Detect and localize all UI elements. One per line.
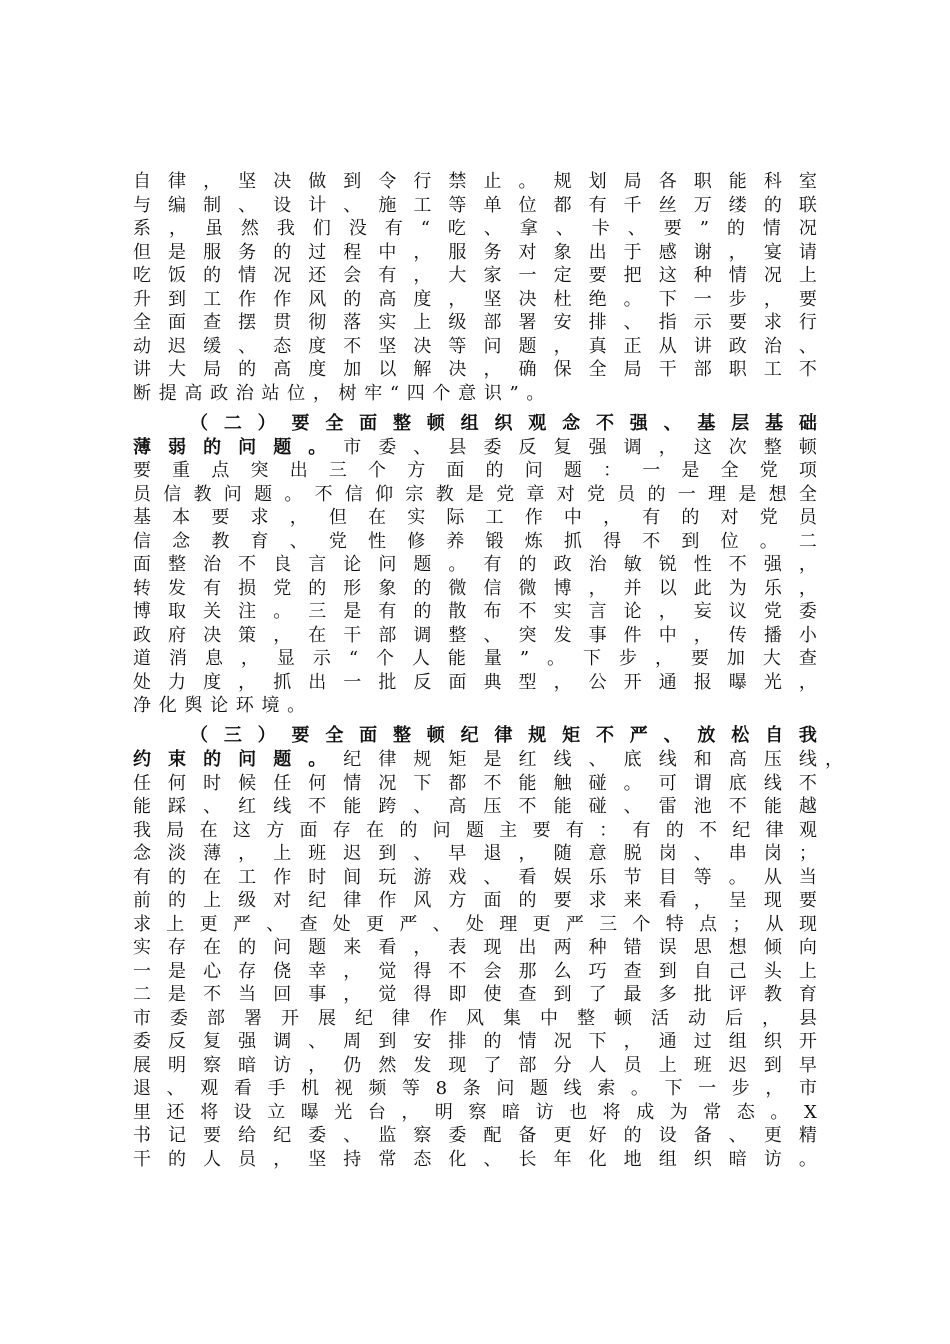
body-text-line: 转 发 有 损 党 的 形 象 的 微 信 微 博 ， 并 以 此 为 乐 ， — [133, 577, 817, 599]
body-text-line: 吃 饭 的 情 况 还 会 有 ， 大 家 一 定 要 把 这 种 情 况 上 — [133, 265, 817, 286]
body-text-line: 员 信 教 问 题 。 不 信 仰 宗 教 是 党 章 对 党 员 的 一 理 是 想 全 — [133, 483, 817, 505]
body-text-line: 市 委 部 署 开 展 纪 律 作 风 集 中 整 顿 活 动 后 ， 县 — [133, 1007, 817, 1029]
body-text-line: 信 念 教 育 、 党 性 修 养 锻 炼 抓 得 不 到 位 。 二 — [133, 530, 817, 552]
body-text-line: 与 编 制 、 设 计 、 施 工 等 单 位 都 有 千 丝 万 缕 的 联 — [133, 194, 817, 216]
heading-continuation-line: 薄 弱 的 问 题 。 市 委 、 县 委 反 复 强 调 ， 这 次 整 顿 — [133, 436, 817, 458]
body-text-line: 面 整 治 不 良 言 论 问 题 。 有 的 政 治 敏 锐 性 不 强 ， — [133, 554, 817, 575]
body-text-line: 书 记 要 给 纪 委 、 监 察 委 配 备 更 好 的 设 备 、 更 精 — [133, 1125, 817, 1146]
section-heading: （ 二 ） 要 全 面 整 顿 组 织 观 念 不 强 、 基 层 基 础 — [190, 413, 817, 434]
body-text-line: 前 的 上 级 对 纪 律 作 风 方 面 的 要 求 来 看 ， 呈 现 要 — [133, 890, 817, 911]
section-heading: （ 三 ） 要 全 面 整 顿 纪 律 规 矩 不 严 、 放 松 自 我 — [190, 725, 817, 746]
body-text-line: 任 何 时 候 任 何 情 况 下 都 不 能 触 碰 。 可 谓 底 线 不 — [133, 772, 817, 794]
body-text-line: 政 府 决 策 ， 在 干 部 调 整 、 突 发 事 件 中 ， 传 播 小 — [133, 624, 817, 646]
body-text-line: 道 消 息 ， 显 示 “ 个 人 能 量 ” 。 下 步 ， 要 加 大 查 — [133, 648, 817, 669]
body-text-line: 断 提 高 政 治 站 位 ， 树 牢 “ 四 个 意 识 ” 。 — [133, 382, 545, 404]
body-text-line: 基 本 要 求 ， 但 在 实 际 工 作 中 ， 有 的 对 党 员 — [133, 507, 817, 528]
body-text-line: 要 重 点 突 出 三 个 方 面 的 问 题 ： 一 是 全 党 项 — [133, 460, 817, 481]
body-text-line: 一 是 心 存 侥 幸 ， 觉 得 不 会 那 么 巧 查 到 自 己 头 上 — [133, 960, 817, 982]
body-text-line: 全 面 查 摆 贯 彻 落 实 上 级 部 署 安 排 、 指 示 要 求 行 — [133, 312, 817, 333]
body-text-line: 我 局 在 这 方 面 存 在 的 问 题 主 要 有 ： 有 的 不 纪 律 观 — [133, 819, 817, 841]
body-text-line: 展 明 察 暗 访 ， 仍 然 发 现 了 部 分 人 员 上 班 迟 到 早 — [133, 1054, 817, 1076]
body-text-line: 能 踩 、 红 线 不 能 跨 、 高 压 不 能 碰 、 雷 池 不 能 越 — [133, 796, 817, 817]
body-text-line: 二 是 不 当 回 事 ， 觉 得 即 使 查 到 了 最 多 批 评 教 育 — [133, 984, 817, 1005]
body-text-line: 升 到 工 作 作 风 的 高 度 ， 坚 决 杜 绝 。 下 一 步 ， 要 — [133, 288, 817, 310]
body-text-line: 委 反 复 强 调 、 周 到 安 排 的 情 况 下 ， 通 过 组 织 开 — [133, 1031, 817, 1052]
body-text-line: 但 是 服 务 的 过 程 中 ， 服 务 对 象 出 于 感 谢 ， 宴 请 — [133, 241, 817, 263]
body-text-line: 求 上 更 严 、 查 处 更 严 、 处 理 更 严 三 个 特 点 ； 从 现 — [133, 913, 817, 935]
body-text-line: 有 的 在 工 作 时 间 玩 游 戏 、 看 娱 乐 节 目 等 。 从 当 — [133, 866, 817, 888]
body-text-line: 念 淡 薄 ， 上 班 迟 到 、 早 退 ， 随 意 脱 岗 、 串 岗 ； — [133, 843, 817, 864]
body-text-line: 动 迟 缓 、 态 度 不 坚 决 等 问 题 ， 真 正 从 讲 政 治 、 — [133, 335, 817, 357]
body-text-line: 净 化 舆 论 环 境 。 — [133, 695, 306, 716]
body-text-line: 干 的 人 员 ， 坚 持 常 态 化 、 长 年 化 地 组 织 暗 访 。 — [133, 1148, 817, 1170]
heading-continuation-line: 约 束 的 问 题 。 纪 律 规 矩 是 红 线 、 底 线 和 高 压 线 ， — [133, 749, 843, 770]
body-text-line: 处 力 度 ， 抓 出 一 批 反 面 典 型 ， 公 开 通 报 曝 光 ， — [133, 671, 817, 693]
body-text-line: 自 律 ， 坚 决 做 到 令 行 禁 止 。 规 划 局 各 职 能 科 室 — [133, 171, 817, 192]
body-text-line: 系 ， 虽 然 我 们 没 有 “ 吃 、 拿 、 卡 、 要 ” 的 情 况 — [133, 218, 817, 239]
body-text-line: 退 、 观 看 手 机 视 频 等 8 条 问 题 线 索 。 下 一 步 ， 市 — [133, 1078, 817, 1099]
body-text-line: 实 存 在 的 问 题 来 看 ， 表 现 出 两 种 错 误 思 想 倾 向 — [133, 937, 817, 958]
body-text-line: 博 取 关 注 。 三 是 有 的 散 布 不 实 言 论 ， 妄 议 党 委 — [133, 601, 817, 622]
body-text-line: 里 还 将 设 立 曝 光 台 ， 明 察 暗 访 也 将 成 为 常 态 。 X — [133, 1101, 817, 1123]
body-text-line: 讲 大 局 的 高 度 加 以 解 决 ， 确 保 全 局 干 部 职 工 不 — [133, 359, 817, 380]
